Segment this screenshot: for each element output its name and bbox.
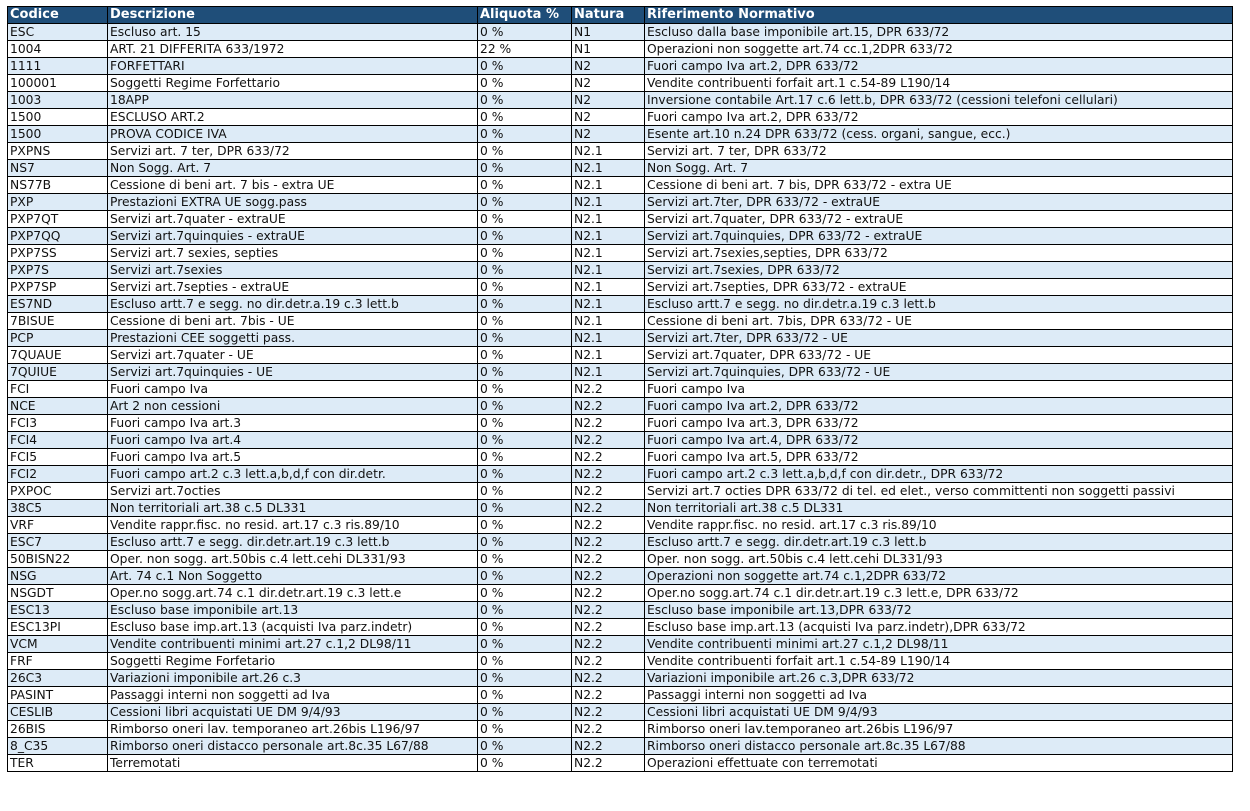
cell-natura[interactable]: N2.1 — [572, 279, 645, 296]
header-aliquota[interactable]: Aliquota % — [478, 7, 572, 24]
table-row — [8, 330, 1233, 347]
cell-riferimento[interactable]: Esente art.10 n.24 DPR 633/72 (cess. organi, sangue, ecc.) — [645, 126, 1233, 143]
cell-riferimento[interactable]: Non territoriali art.38 c.5 DL331 — [645, 500, 1233, 517]
cell-descrizione[interactable]: Servizi art.7quater - extraUE — [108, 211, 478, 228]
table-row — [8, 194, 1233, 211]
cell-riferimento[interactable]: Operazioni non soggette art.74 cc.1,2DPR 633/72 — [645, 41, 1233, 58]
table-row — [8, 432, 1233, 449]
cell-riferimento[interactable]: Fuori campo art.2 c.3 lett.a,b,d,f con dir.detr., DPR 633/72 — [645, 466, 1233, 483]
cell-riferimento[interactable]: Oper. non sogg. art.50bis c.4 lett.cehi DL331/93 — [645, 551, 1233, 568]
cell-natura[interactable]: N2 — [572, 109, 645, 126]
cell-codice[interactable]: PXPNS — [8, 143, 108, 160]
cell-codice[interactable]: ESC7 — [8, 534, 108, 551]
cell-aliquota[interactable]: 22 % — [478, 41, 572, 58]
cell-codice[interactable]: 7QUAUE — [8, 347, 108, 364]
cell-descrizione[interactable]: Cessione di beni art. 7bis - UE — [108, 313, 478, 330]
cell-riferimento[interactable]: Escluso dalla base imponibile art.15, DPR 633/72 — [645, 24, 1233, 41]
table-row — [8, 534, 1233, 551]
cell-codice[interactable]: 7QUIUE — [8, 364, 108, 381]
table-row — [8, 449, 1233, 466]
cell-descrizione[interactable]: Rimborso oneri lav. temporaneo art.26bis L196/97 — [108, 721, 478, 738]
cell-codice[interactable]: NSG — [8, 568, 108, 585]
cell-descrizione[interactable]: Terremotati — [108, 755, 478, 772]
cell-aliquota[interactable]: 0 % — [478, 721, 572, 738]
cell-descrizione[interactable]: Servizi art.7quater - UE — [108, 347, 478, 364]
table-row — [8, 619, 1233, 636]
cell-descrizione[interactable]: Escluso base imp.art.13 (acquisti Iva parz.indetr) — [108, 619, 478, 636]
table-row — [8, 245, 1233, 262]
cell-codice[interactable]: 1003 — [8, 92, 108, 109]
cell-aliquota[interactable]: 0 % — [478, 58, 572, 75]
cell-codice[interactable]: FCI — [8, 381, 108, 398]
cell-riferimento[interactable]: Non Sogg. Art. 7 — [645, 160, 1233, 177]
cell-natura[interactable]: N2.2 — [572, 449, 645, 466]
cell-riferimento[interactable]: Vendite contribuenti forfait art.1 c.54-89 L190/14 — [645, 653, 1233, 670]
cell-aliquota[interactable]: 0 % — [478, 364, 572, 381]
cell-riferimento[interactable]: Fuori campo Iva art.3, DPR 633/72 — [645, 415, 1233, 432]
cell-descrizione[interactable]: Escluso artt.7 e segg. dir.detr.art.19 c.3 lett.b — [108, 534, 478, 551]
cell-descrizione[interactable]: Prestazioni EXTRA UE sogg.pass — [108, 194, 478, 211]
cell-natura[interactable]: N2.2 — [572, 500, 645, 517]
cell-codice[interactable]: 100001 — [8, 75, 108, 92]
cell-descrizione[interactable]: Fuori campo Iva art.3 — [108, 415, 478, 432]
cell-riferimento[interactable]: Vendite contribuenti forfait art.1 c.54-89 L190/14 — [645, 75, 1233, 92]
cell-codice[interactable]: VRF — [8, 517, 108, 534]
cell-natura[interactable]: N2.1 — [572, 228, 645, 245]
header-riferimento[interactable]: Riferimento Normativo — [645, 7, 1233, 24]
header-descrizione[interactable]: Descrizione — [108, 7, 478, 24]
cell-natura[interactable]: N2.2 — [572, 415, 645, 432]
cell-natura[interactable]: N2.2 — [572, 653, 645, 670]
cell-aliquota[interactable]: 0 % — [478, 245, 572, 262]
header-natura[interactable]: Natura — [572, 7, 645, 24]
cell-riferimento[interactable]: Vendite rappr.fisc. no resid. art.17 c.3 ris.89/10 — [645, 517, 1233, 534]
cell-natura[interactable]: N2 — [572, 92, 645, 109]
cell-codice[interactable]: VCM — [8, 636, 108, 653]
cell-natura[interactable]: N2 — [572, 75, 645, 92]
cell-descrizione[interactable]: Passaggi interni non soggetti ad Iva — [108, 687, 478, 704]
cell-descrizione[interactable]: Servizi art.7septies - extraUE — [108, 279, 478, 296]
cell-natura[interactable]: N2 — [572, 126, 645, 143]
cell-descrizione[interactable]: Fuori campo Iva — [108, 381, 478, 398]
cell-codice[interactable]: FRF — [8, 653, 108, 670]
cell-aliquota[interactable]: 0 % — [478, 653, 572, 670]
cell-aliquota[interactable]: 0 % — [478, 279, 572, 296]
cell-codice[interactable]: PCP — [8, 330, 108, 347]
cell-aliquota[interactable]: 0 % — [478, 109, 572, 126]
table-row — [8, 262, 1233, 279]
cell-natura[interactable]: N2.2 — [572, 619, 645, 636]
cell-aliquota[interactable]: 0 % — [478, 432, 572, 449]
cell-natura[interactable]: N2.1 — [572, 194, 645, 211]
cell-riferimento[interactable]: Operazioni effettuate con terremotati — [645, 755, 1233, 772]
cell-riferimento[interactable]: Servizi art.7quinquies, DPR 633/72 - extraUE — [645, 228, 1233, 245]
cell-aliquota[interactable]: 0 % — [478, 687, 572, 704]
cell-riferimento[interactable]: Servizi art.7septies, DPR 633/72 - extraUE — [645, 279, 1233, 296]
cell-aliquota[interactable]: 0 % — [478, 636, 572, 653]
cell-descrizione[interactable]: Servizi art.7sexies — [108, 262, 478, 279]
cell-aliquota[interactable]: 0 % — [478, 228, 572, 245]
cell-descrizione[interactable]: Prestazioni CEE soggetti pass. — [108, 330, 478, 347]
cell-descrizione[interactable]: Escluso art. 15 — [108, 24, 478, 41]
cell-codice[interactable]: ES7ND — [8, 296, 108, 313]
cell-riferimento[interactable]: Servizi art.7sexies, DPR 633/72 — [645, 262, 1233, 279]
cell-natura[interactable]: N2.2 — [572, 483, 645, 500]
cell-codice[interactable]: PXP7QQ — [8, 228, 108, 245]
cell-codice[interactable]: PXP7SS — [8, 245, 108, 262]
cell-natura[interactable]: N2.2 — [572, 721, 645, 738]
cell-riferimento[interactable]: Servizi art.7 octies DPR 633/72 di tel. ed elet., verso committenti non soggetti passivi — [645, 483, 1233, 500]
cell-natura[interactable]: N2.2 — [572, 670, 645, 687]
table-row — [8, 687, 1233, 704]
cell-aliquota[interactable]: 0 % — [478, 755, 572, 772]
cell-codice[interactable]: NS77B — [8, 177, 108, 194]
table-row — [8, 58, 1233, 75]
table-row — [8, 92, 1233, 109]
cell-natura[interactable]: N2.2 — [572, 704, 645, 721]
cell-codice[interactable]: CESLIB — [8, 704, 108, 721]
table-row — [8, 126, 1233, 143]
cell-aliquota[interactable]: 0 % — [478, 466, 572, 483]
table-row — [8, 364, 1233, 381]
cell-descrizione[interactable]: ART. 21 DIFFERITA 633/1972 — [108, 41, 478, 58]
table-row — [8, 551, 1233, 568]
cell-natura[interactable]: N2.1 — [572, 347, 645, 364]
cell-natura[interactable]: N1 — [572, 24, 645, 41]
cell-descrizione[interactable]: ESCLUSO ART.2 — [108, 109, 478, 126]
table-row — [8, 313, 1233, 330]
cell-aliquota[interactable]: 0 % — [478, 330, 572, 347]
cell-codice[interactable]: PXP7S — [8, 262, 108, 279]
cell-natura[interactable]: N2.2 — [572, 551, 645, 568]
cell-natura[interactable]: N1 — [572, 41, 645, 58]
cell-descrizione[interactable]: Servizi art.7quinquies - UE — [108, 364, 478, 381]
cell-descrizione[interactable]: FORFETTARI — [108, 58, 478, 75]
cell-riferimento[interactable]: Inversione contabile Art.17 c.6 lett.b, DPR 633/72 (cessioni telefoni cellulari) — [645, 92, 1233, 109]
cell-descrizione[interactable]: Escluso artt.7 e segg. no dir.detr.a.19 c.3 lett.b — [108, 296, 478, 313]
cell-natura[interactable]: N2.1 — [572, 245, 645, 262]
cell-natura[interactable]: N2.1 — [572, 262, 645, 279]
cell-codice[interactable]: 50BISN22 — [8, 551, 108, 568]
cell-natura[interactable]: N2.1 — [572, 177, 645, 194]
table-row — [8, 279, 1233, 296]
cell-codice[interactable]: ESC — [8, 24, 108, 41]
cell-descrizione[interactable]: Cessione di beni art. 7 bis - extra UE — [108, 177, 478, 194]
cell-codice[interactable]: 7BISUE — [8, 313, 108, 330]
cell-codice[interactable]: PXPOC — [8, 483, 108, 500]
cell-natura[interactable]: N2.2 — [572, 687, 645, 704]
table-row — [8, 347, 1233, 364]
cell-natura[interactable]: N2.2 — [572, 755, 645, 772]
table-row — [8, 177, 1233, 194]
table-row — [8, 211, 1233, 228]
cell-aliquota[interactable]: 0 % — [478, 194, 572, 211]
table-row — [8, 109, 1233, 126]
cell-codice[interactable]: TER — [8, 755, 108, 772]
cell-aliquota[interactable]: 0 % — [478, 568, 572, 585]
cell-codice[interactable]: FCI4 — [8, 432, 108, 449]
cell-descrizione[interactable]: Oper. non sogg. art.50bis c.4 lett.cehi DL331/93 — [108, 551, 478, 568]
cell-natura[interactable]: N2.2 — [572, 534, 645, 551]
cell-riferimento[interactable]: Escluso base imp.art.13 (acquisti Iva parz.indetr),DPR 633/72 — [645, 619, 1233, 636]
cell-aliquota[interactable]: 0 % — [478, 738, 572, 755]
cell-natura[interactable]: N2.1 — [572, 211, 645, 228]
cell-riferimento[interactable]: Servizi art.7quater, DPR 633/72 - UE — [645, 347, 1233, 364]
cell-natura[interactable]: N2.2 — [572, 636, 645, 653]
cell-codice[interactable]: NS7 — [8, 160, 108, 177]
cell-codice[interactable]: 1500 — [8, 126, 108, 143]
table-row — [8, 228, 1233, 245]
cell-aliquota[interactable]: 0 % — [478, 92, 572, 109]
table-row — [8, 415, 1233, 432]
cell-natura[interactable]: N2.2 — [572, 398, 645, 415]
cell-descrizione[interactable]: Art. 74 c.1 Non Soggetto — [108, 568, 478, 585]
cell-descrizione[interactable]: Escluso base imponibile art.13 — [108, 602, 478, 619]
cell-codice[interactable]: FCI2 — [8, 466, 108, 483]
table-row — [8, 653, 1233, 670]
cell-aliquota[interactable]: 0 % — [478, 602, 572, 619]
table-row — [8, 160, 1233, 177]
cell-natura[interactable]: N2.2 — [572, 738, 645, 755]
cell-aliquota[interactable]: 0 % — [478, 347, 572, 364]
cell-aliquota[interactable]: 0 % — [478, 619, 572, 636]
cell-codice[interactable]: FCI3 — [8, 415, 108, 432]
table-row — [8, 296, 1233, 313]
cell-codice[interactable]: PXP — [8, 194, 108, 211]
cell-riferimento[interactable]: Fuori campo Iva — [645, 381, 1233, 398]
cell-natura[interactable]: N2.1 — [572, 143, 645, 160]
cell-aliquota[interactable]: 0 % — [478, 551, 572, 568]
cell-descrizione[interactable]: Non territoriali art.38 c.5 DL331 — [108, 500, 478, 517]
cell-codice[interactable]: ESC13PI — [8, 619, 108, 636]
cell-aliquota[interactable]: 0 % — [478, 398, 572, 415]
cell-aliquota[interactable]: 0 % — [478, 585, 572, 602]
cell-codice[interactable]: 1500 — [8, 109, 108, 126]
cell-natura[interactable]: N2.1 — [572, 160, 645, 177]
cell-aliquota[interactable]: 0 % — [478, 143, 572, 160]
vat-codes-table — [7, 6, 1233, 772]
cell-riferimento[interactable]: Operazioni non soggette art.74 c.1,2DPR 633/72 — [645, 568, 1233, 585]
table-row — [8, 41, 1233, 58]
cell-aliquota[interactable]: 0 % — [478, 160, 572, 177]
table-row — [8, 755, 1233, 772]
cell-riferimento[interactable]: Cessione di beni art. 7 bis, DPR 633/72 - extra UE — [645, 177, 1233, 194]
cell-natura[interactable]: N2.2 — [572, 517, 645, 534]
table-row — [8, 602, 1233, 619]
cell-natura[interactable]: N2.2 — [572, 432, 645, 449]
cell-codice[interactable]: NCE — [8, 398, 108, 415]
cell-descrizione[interactable]: Servizi art.7quinquies - extraUE — [108, 228, 478, 245]
cell-descrizione[interactable]: Oper.no sogg.art.74 c.1 dir.detr.art.19 c.3 lett.e — [108, 585, 478, 602]
cell-riferimento[interactable]: Servizi art. 7 ter, DPR 633/72 — [645, 143, 1233, 160]
cell-riferimento[interactable]: Oper.no sogg.art.74 c.1 dir.detr.art.19 c.3 lett.e, DPR 633/72 — [645, 585, 1233, 602]
cell-riferimento[interactable]: Escluso artt.7 e segg. no dir.detr.a.19 c.3 lett.b — [645, 296, 1233, 313]
cell-natura[interactable]: N2.2 — [572, 381, 645, 398]
cell-aliquota[interactable]: 0 % — [478, 262, 572, 279]
cell-codice[interactable]: 8_C35 — [8, 738, 108, 755]
cell-descrizione[interactable]: Non Sogg. Art. 7 — [108, 160, 478, 177]
cell-aliquota[interactable]: 0 % — [478, 449, 572, 466]
cell-riferimento[interactable]: Servizi art.7ter, DPR 633/72 - extraUE — [645, 194, 1233, 211]
cell-aliquota[interactable]: 0 % — [478, 126, 572, 143]
table-row — [8, 738, 1233, 755]
cell-aliquota[interactable]: 0 % — [478, 313, 572, 330]
table-row — [8, 585, 1233, 602]
table-row — [8, 24, 1233, 41]
cell-natura[interactable]: N2.2 — [572, 585, 645, 602]
table-row — [8, 517, 1233, 534]
table-row — [8, 483, 1233, 500]
table-row — [8, 670, 1233, 687]
table-row — [8, 381, 1233, 398]
cell-riferimento[interactable]: Rimborso oneri distacco personale art.8c.35 L67/88 — [645, 738, 1233, 755]
cell-natura[interactable]: N2.2 — [572, 602, 645, 619]
cell-riferimento[interactable]: Fuori campo Iva art.2, DPR 633/72 — [645, 398, 1233, 415]
cell-codice[interactable]: 26BIS — [8, 721, 108, 738]
cell-riferimento[interactable]: Passaggi interni non soggetti ad Iva — [645, 687, 1233, 704]
cell-natura[interactable]: N2.2 — [572, 568, 645, 585]
cell-aliquota[interactable]: 0 % — [478, 415, 572, 432]
cell-riferimento[interactable]: Servizi art.7ter, DPR 633/72 - UE — [645, 330, 1233, 347]
cell-codice[interactable]: 1004 — [8, 41, 108, 58]
cell-natura[interactable]: N2.2 — [572, 466, 645, 483]
cell-descrizione[interactable]: Variazioni imponibile art.26 c.3 — [108, 670, 478, 687]
table-row — [8, 500, 1233, 517]
cell-riferimento[interactable]: Servizi art.7quinquies, DPR 633/72 - UE — [645, 364, 1233, 381]
cell-codice[interactable]: PXP7QT — [8, 211, 108, 228]
cell-riferimento[interactable]: Fuori campo Iva art.2, DPR 633/72 — [645, 58, 1233, 75]
cell-descrizione[interactable]: Cessioni libri acquistati UE DM 9/4/93 — [108, 704, 478, 721]
cell-descrizione[interactable]: PROVA CODICE IVA — [108, 126, 478, 143]
cell-riferimento[interactable]: Cessione di beni art. 7bis, DPR 633/72 - UE — [645, 313, 1233, 330]
cell-aliquota[interactable]: 0 % — [478, 381, 572, 398]
table-row — [8, 143, 1233, 160]
cell-aliquota[interactable]: 0 % — [478, 296, 572, 313]
cell-descrizione[interactable]: Rimborso oneri distacco personale art.8c.35 L67/88 — [108, 738, 478, 755]
cell-aliquota[interactable]: 0 % — [478, 211, 572, 228]
cell-descrizione[interactable]: Fuori campo Iva art.4 — [108, 432, 478, 449]
table-row — [8, 568, 1233, 585]
header-row — [8, 7, 1233, 24]
cell-riferimento[interactable]: Escluso artt.7 e segg. dir.detr.art.19 c.3 lett.b — [645, 534, 1233, 551]
cell-aliquota[interactable]: 0 % — [478, 75, 572, 92]
cell-riferimento[interactable]: Servizi art.7quater, DPR 633/72 - extraUE — [645, 211, 1233, 228]
cell-aliquota[interactable]: 0 % — [478, 670, 572, 687]
cell-codice[interactable]: 26C3 — [8, 670, 108, 687]
cell-descrizione[interactable]: Servizi art. 7 ter, DPR 633/72 — [108, 143, 478, 160]
cell-descrizione[interactable]: Vendite rappr.fisc. no resid. art.17 c.3 ris.89/10 — [108, 517, 478, 534]
cell-riferimento[interactable]: Rimborso oneri lav.temporaneo art.26bis L196/97 — [645, 721, 1233, 738]
cell-riferimento[interactable]: Fuori campo Iva art.4, DPR 633/72 — [645, 432, 1233, 449]
table-row — [8, 75, 1233, 92]
cell-descrizione[interactable]: Servizi art.7 sexies, septies — [108, 245, 478, 262]
cell-natura[interactable]: N2.1 — [572, 330, 645, 347]
cell-aliquota[interactable]: 0 % — [478, 24, 572, 41]
cell-codice[interactable]: NSGDT — [8, 585, 108, 602]
cell-natura[interactable]: N2.1 — [572, 313, 645, 330]
cell-natura[interactable]: N2.1 — [572, 364, 645, 381]
cell-riferimento[interactable]: Variazioni imponibile art.26 c.3,DPR 633/72 — [645, 670, 1233, 687]
cell-descrizione[interactable]: Fuori campo art.2 c.3 lett.a,b,d,f con dir.detr. — [108, 466, 478, 483]
cell-codice[interactable]: FCI5 — [8, 449, 108, 466]
cell-aliquota[interactable]: 0 % — [478, 517, 572, 534]
cell-riferimento[interactable]: Fuori campo Iva art.5, DPR 633/72 — [645, 449, 1233, 466]
cell-riferimento[interactable]: Servizi art.7sexies,septies, DPR 633/72 — [645, 245, 1233, 262]
cell-descrizione[interactable]: Soggetti Regime Forfetario — [108, 653, 478, 670]
table-row — [8, 704, 1233, 721]
cell-descrizione[interactable]: Vendite contribuenti minimi art.27 c.1,2 DL98/11 — [108, 636, 478, 653]
cell-codice[interactable]: PXP7SP — [8, 279, 108, 296]
header-codice[interactable]: Codice — [8, 7, 108, 24]
cell-codice[interactable]: 38C5 — [8, 500, 108, 517]
cell-natura[interactable]: N2 — [572, 58, 645, 75]
cell-codice[interactable]: PASINT — [8, 687, 108, 704]
cell-descrizione[interactable]: Servizi art.7octies — [108, 483, 478, 500]
cell-riferimento[interactable]: Vendite contribuenti minimi art.27 c.1,2 DL98/11 — [645, 636, 1233, 653]
cell-riferimento[interactable]: Cessioni libri acquistati UE DM 9/4/93 — [645, 704, 1233, 721]
table-row — [8, 636, 1233, 653]
cell-aliquota[interactable]: 0 % — [478, 483, 572, 500]
table-row — [8, 398, 1233, 415]
table-row — [8, 721, 1233, 738]
table-row — [8, 466, 1233, 483]
cell-aliquota[interactable]: 0 % — [478, 534, 572, 551]
cell-descrizione[interactable]: Fuori campo Iva art.5 — [108, 449, 478, 466]
cell-aliquota[interactable]: 0 % — [478, 500, 572, 517]
cell-aliquota[interactable]: 0 % — [478, 704, 572, 721]
cell-aliquota[interactable]: 0 % — [478, 177, 572, 194]
cell-descrizione[interactable]: Soggetti Regime Forfettario — [108, 75, 478, 92]
cell-codice[interactable]: ESC13 — [8, 602, 108, 619]
cell-riferimento[interactable]: Fuori campo Iva art.2, DPR 633/72 — [645, 109, 1233, 126]
cell-riferimento[interactable]: Escluso base imponibile art.13,DPR 633/72 — [645, 602, 1233, 619]
cell-descrizione[interactable]: 18APP — [108, 92, 478, 109]
table-body — [8, 24, 1233, 772]
cell-natura[interactable]: N2.1 — [572, 296, 645, 313]
cell-codice[interactable]: 1111 — [8, 58, 108, 75]
cell-descrizione[interactable]: Art 2 non cessioni — [108, 398, 478, 415]
